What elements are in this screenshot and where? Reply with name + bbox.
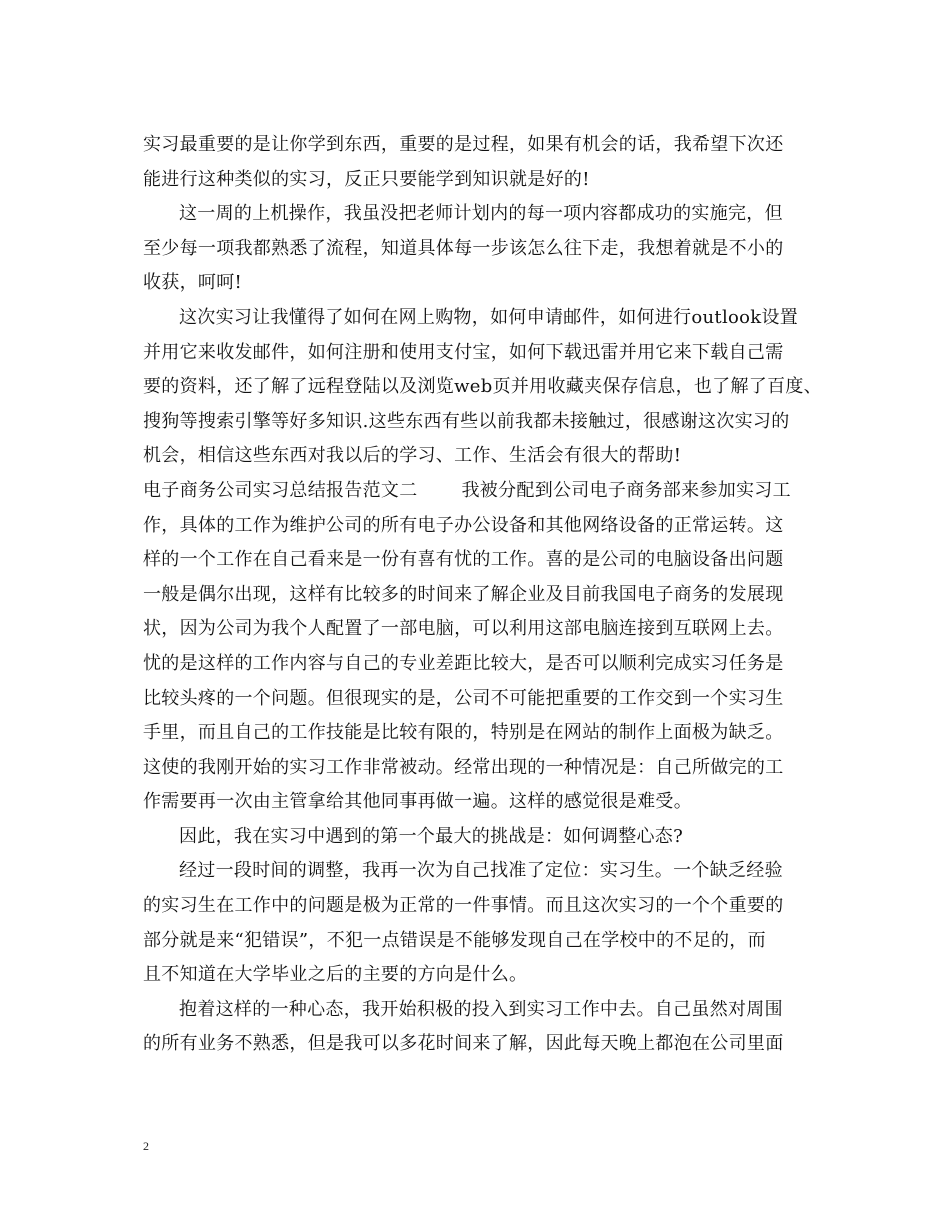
text-line: 作需要再一次由主管拿给其他同事再做一遍。这样的感觉很是难受。	[143, 791, 692, 813]
text-line: 这使的我刚开始的实习工作非常被动。经常出现的一种情况是：自己所做完的工	[143, 756, 784, 778]
text-line: 的所有业务不熟悉，但是我可以多花时间来了解，因此每天晚上都泡在公司里面	[143, 1033, 784, 1055]
text-line: 忧的是这样的工作内容与自己的专业差距比较大，是否可以顺利完成实习任务是	[143, 652, 784, 674]
text-line: 收获，呵呵!	[143, 272, 243, 294]
text-line: 搜狗等搜索引擎等好多知识.这些东西有些以前我都未接触过，很感谢这次实习的	[143, 410, 790, 432]
text-line: 作，具体的工作为维护公司的所有电子办公设备和其他网络设备的正常运转。这	[143, 514, 784, 536]
text-line: 至少每一项我都熟悉了流程，知道具体每一步该怎么往下走，我想着就是不小的	[143, 237, 784, 259]
text-line: 经过一段时间的调整，我再一次为自己找准了定位：实习生。一个缺乏经验	[179, 860, 783, 882]
text-line: 部分就是来“犯错误”，不犯一点错误是不能够发现自己在学校中的不足的，而	[143, 929, 766, 951]
text-line: 机会，相信这些东西对我以后的学习、工作、生活会有很大的帮助!	[143, 445, 682, 467]
section-heading-line	[143, 474, 843, 509]
text-line: 因此，我在实习中遇到的第一个最大的挑战是：如何调整心态?	[179, 825, 684, 847]
text-line: 这次实习让我懂得了如何在网上购物，如何申请邮件，如何进行outlook设置	[179, 306, 799, 328]
document-body	[143, 128, 843, 1062]
paragraph-start: 我被分配到公司电子商务部来参加实习工	[461, 479, 791, 501]
section-heading: 电子商务公司实习总结报告范文二	[143, 479, 418, 501]
text-line: 这一周的上机操作，我虽没把老师计划内的每一项内容都成功的实施完，但	[179, 203, 783, 225]
text-line: 并用它来收发邮件，如何注册和使用支付宝，如何下载迅雷并用它来下载自己需	[143, 341, 784, 363]
text-line: 实习最重要的是让你学到东西，重要的是过程，如果有机会的话，我希望下次还	[143, 134, 784, 155]
text-line: 状，因为公司为我个人配置了一部电脑，可以利用这部电脑连接到互联网上去。	[143, 618, 784, 640]
text-line: 比较头疼的一个问题。但很现实的是，公司不可能把重要的工作交到一个实习生	[143, 687, 784, 709]
text-line: 能进行这种类似的实习，反正只要能学到知识就是好的!	[143, 168, 590, 190]
text-line: 抱着这样的一种心态，我开始积极的投入到实习工作中去。自己虽然对周围	[179, 998, 783, 1020]
text-line: 要的资料，还了解了远程登陆以及浏览web页并用收藏夹保存信息，也了解了百度、	[143, 376, 822, 398]
text-line: 手里，而且自己的工作技能是比较有限的，特别是在网站的制作上面极为缺乏。	[143, 722, 784, 744]
text-line: 且不知道在大学毕业之后的主要的方向是什么。	[143, 964, 528, 986]
text-line: 一般是偶尔出现，这样有比较多的时间来了解企业及目前我国电子商务的发展现	[143, 583, 784, 605]
text-line: 样的一个工作在自己看来是一份有喜有忧的工作。喜的是公司的电脑设备出问题	[143, 549, 784, 571]
page-number: 2	[143, 1139, 149, 1153]
text-line: 的实习生在工作中的问题是极为正常的一件事情。而且这次实习的一个个重要的	[143, 895, 784, 917]
